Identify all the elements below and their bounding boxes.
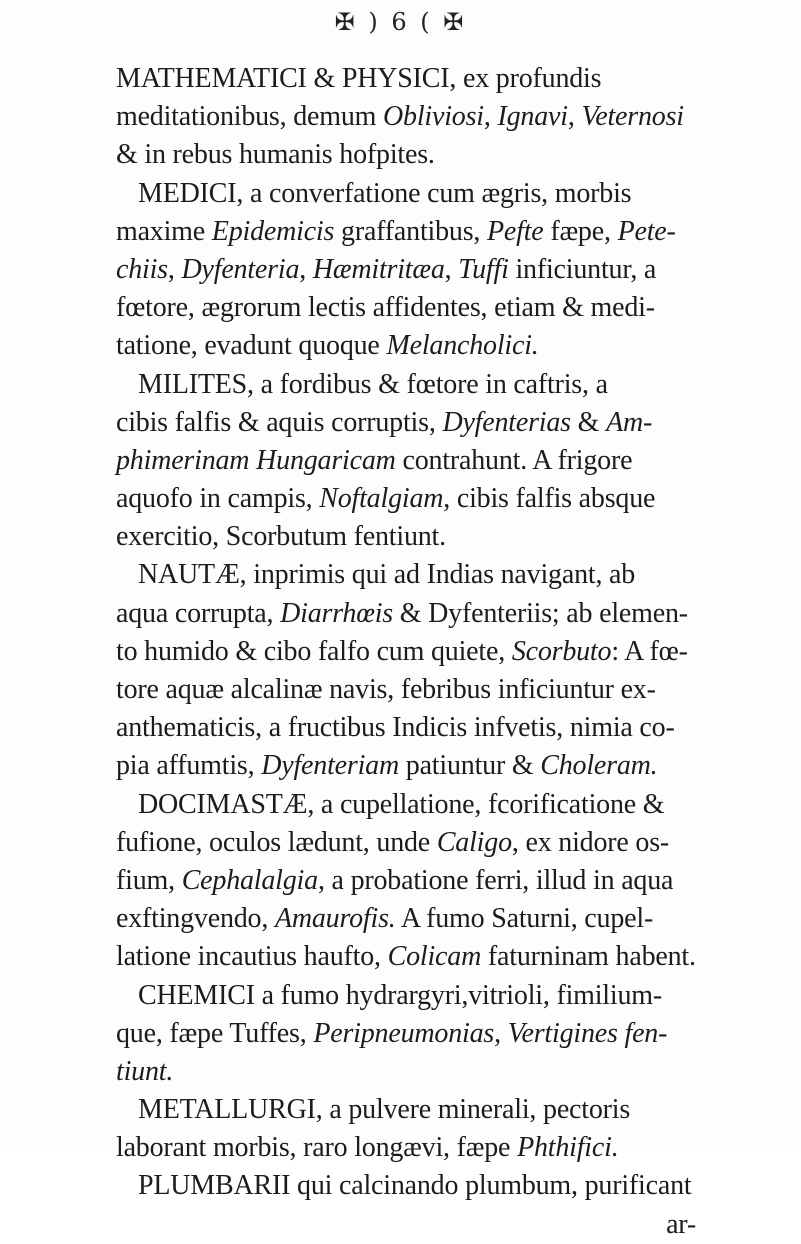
text-segment: METALLURGI, a pulvere minerali, pectoris [138, 1094, 631, 1126]
text-segment: A fumo Saturni, cupel- [395, 903, 654, 935]
italic-term: Dyfenterias [442, 406, 571, 438]
text-line [116, 251, 696, 289]
page-header: ✠ ) 6 ( ✠ [334, 8, 467, 36]
text-line [116, 556, 696, 594]
text-line [116, 900, 696, 938]
text-line [116, 1167, 696, 1205]
italic-term: Phthifici. [517, 1132, 619, 1164]
italic-term: tiunt. [116, 1055, 174, 1087]
text-line [116, 366, 696, 404]
italic-term: Veternosi [581, 101, 684, 133]
italic-term: Choleram. [540, 750, 658, 782]
italic-term: Obliviosi [383, 101, 484, 133]
text-segment: , [483, 101, 498, 133]
text-segment: fufione, oculos lædunt, unde [116, 826, 437, 858]
text-line [116, 98, 696, 136]
text-segment: , ex nidore os- [511, 826, 670, 858]
italic-term: Dyfenteria [181, 253, 300, 285]
italic-term: Melancholici. [386, 330, 539, 362]
text-line [116, 862, 696, 900]
italic-term: Scorbuto [511, 635, 612, 667]
text-segment: MATHEMATICI & PHYSICI, ex profundis [116, 63, 602, 94]
text-line [116, 518, 696, 556]
text-segment: to humido & cibo falfo cum quiete, [116, 635, 512, 667]
text-line [116, 938, 696, 976]
italic-term: Peripneumonias [313, 1017, 495, 1049]
text-segment: NAUTÆ, inprimis qui ad Indias navigant, ab [138, 559, 636, 591]
italic-term: Tuffi [458, 253, 509, 285]
text-segment: CHEMICI a fumo hydrargyri,vitrioli, fimilium- [138, 979, 662, 1011]
italic-term: Hæmitritæa [312, 253, 445, 285]
text-segment: fium, [116, 864, 182, 896]
text-line [116, 480, 696, 518]
text-line [116, 1091, 696, 1129]
italic-term: Caligo [436, 826, 512, 858]
text-segment: aqua corrupta, [116, 597, 281, 629]
text-segment: tore aquæ alcalinæ navis, febribus inficiuntur ex- [116, 674, 656, 705]
text-segment: PLUMBARII qui calcinando plumbum, purificant [138, 1170, 692, 1202]
italic-term: chiis [116, 253, 168, 285]
text-segment: patiuntur & [398, 750, 541, 782]
text-segment: laborant morbis, raro longævi, fæpe [116, 1132, 518, 1164]
text-line [116, 60, 696, 98]
text-segment: fœtore, ægrorum lectis affidentes, etiam & medi- [116, 292, 655, 324]
text-line [116, 404, 696, 442]
text-segment: meditationibus, demum [116, 101, 384, 133]
text-line [116, 1206, 696, 1244]
text-segment: , [444, 253, 459, 285]
text-segment: , [494, 1017, 508, 1049]
text-line [116, 786, 696, 824]
text-line [116, 1129, 696, 1167]
text-line [116, 327, 696, 365]
text-line [116, 633, 696, 671]
italic-term: Vertigines [507, 1017, 618, 1049]
text-segment: tatione, evadunt quoque [116, 330, 387, 362]
text-segment: anthematicis, a fructibus Indicis infvetis, nimia co- [116, 712, 675, 744]
text-segment: latione incautius haufto, [116, 941, 388, 973]
text-segment: graffantibus, [334, 215, 487, 247]
italic-term: Colicam [387, 941, 482, 973]
text-segment: & [570, 406, 607, 438]
italic-term: Noftalgiam [319, 483, 444, 515]
italic-term: Am- [606, 406, 653, 438]
text-segment: contrahunt. A frigore [395, 444, 633, 476]
text-segment: & in rebus humanis hofpites. [116, 139, 435, 171]
text-line [116, 977, 696, 1015]
text-segment: que, fæpe Tuffes, [116, 1017, 314, 1049]
text-segment: DOCIMASTÆ, a cupellatione, fcorificatione & [138, 788, 665, 820]
text-line [116, 289, 696, 327]
text-segment: & Dyfenteriis; ab elemen- [392, 597, 688, 629]
italic-term: Pete- [617, 215, 676, 247]
text-segment: MEDICI, a converfatione cum ægris, morbis [138, 177, 632, 209]
italic-term: Epidemicis [211, 215, 335, 247]
text-line [116, 747, 696, 785]
text-segment: : A fœ- [611, 635, 688, 667]
italic-term: Pefte [487, 215, 544, 247]
text-segment: aquofo in campis, [116, 483, 320, 515]
text-segment: , cibis falfis absque [443, 483, 656, 515]
text-segment: MILITES, a fordibus & fœtore in caftris, a [138, 368, 608, 400]
text-line [116, 136, 696, 174]
text-segment: exftingvendo, [116, 903, 275, 935]
italic-term: Cephalalgia [181, 864, 318, 896]
italic-term: Dyfenteriam [261, 750, 399, 782]
text-line [116, 1015, 696, 1053]
text-segment: , [567, 101, 582, 133]
text-line [116, 595, 696, 633]
text-segment: exercitio, Scorbutum fentiunt. [116, 521, 446, 553]
text-segment: , a probatione ferri, illud in aqua [317, 864, 674, 896]
text-segment: fæpe, [543, 215, 618, 247]
italic-term: Amaurofis. [274, 903, 396, 935]
text-line [116, 671, 696, 709]
italic-term: fen- [624, 1017, 668, 1049]
text-segment: , [167, 253, 182, 285]
text-line [116, 1053, 696, 1091]
text-line [116, 824, 696, 862]
text-segment: faturninam habent. [481, 941, 696, 973]
italic-term: phimerinam Hungaricam [116, 444, 396, 476]
body-text [116, 60, 696, 1244]
text-line [116, 709, 696, 747]
text-line [116, 442, 696, 480]
text-line [116, 175, 696, 213]
text-segment: maxime [116, 215, 212, 247]
italic-term: Ignavi [497, 101, 568, 133]
text-segment: inficiuntur, a [508, 253, 657, 285]
text-segment [618, 1018, 625, 1049]
text-segment: , [299, 253, 313, 285]
text-line [116, 213, 696, 251]
text-segment: pia affumtis, [116, 750, 262, 782]
text-segment: ar- [666, 1208, 696, 1240]
italic-term: Diarrhœis [280, 597, 393, 629]
text-segment: cibis falfis & aquis corruptis, [116, 406, 443, 438]
